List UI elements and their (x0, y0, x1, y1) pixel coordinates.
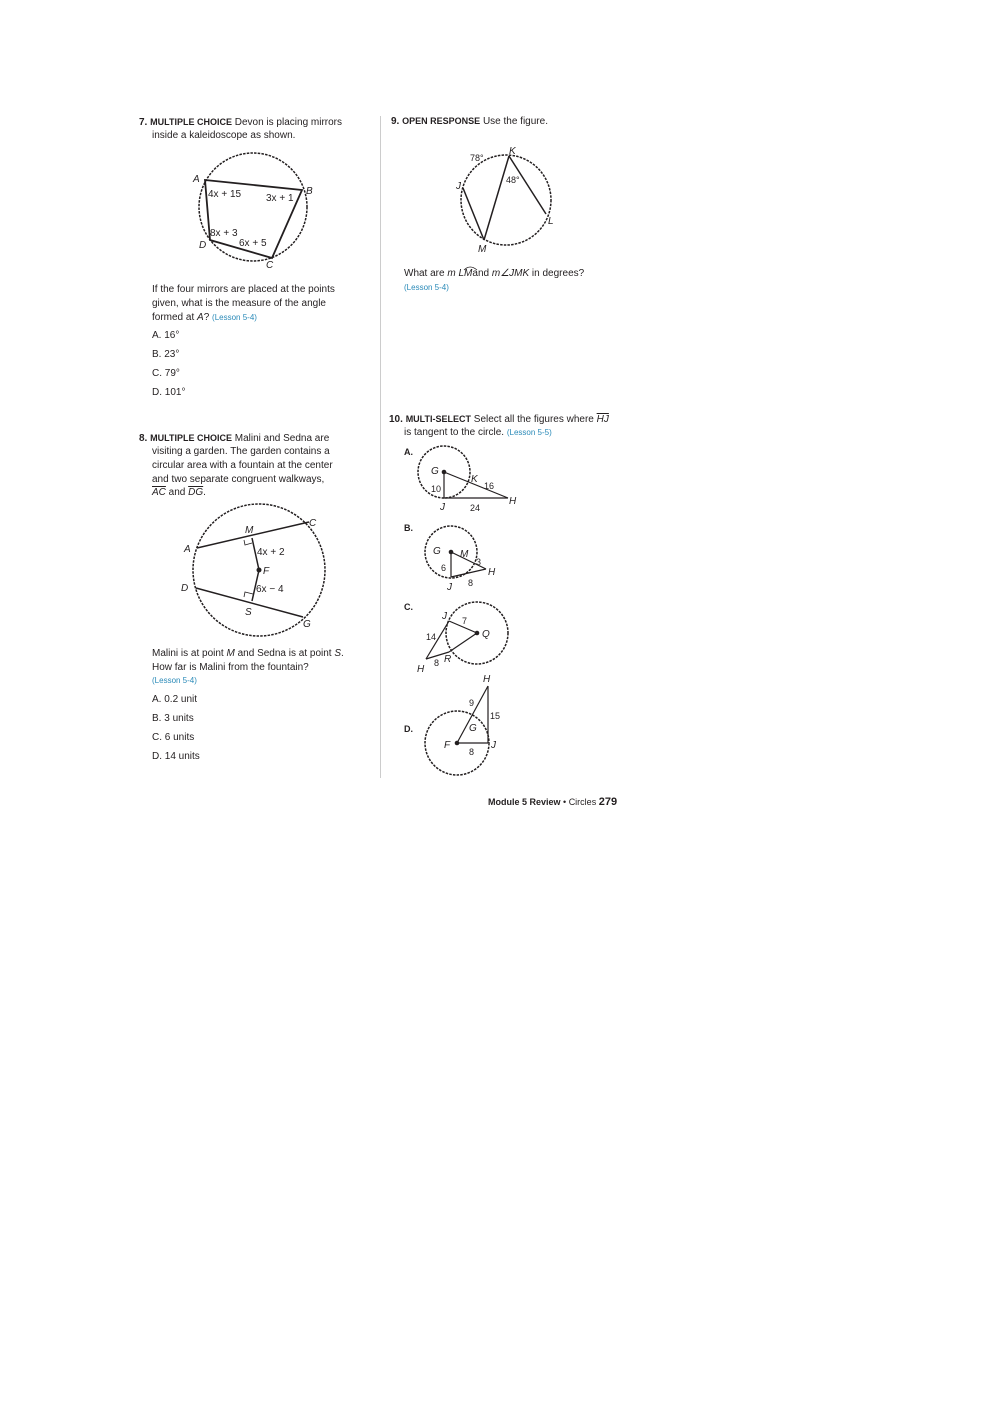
q8-qS: S (334, 648, 342, 659)
q10d-label-fj: 8 (469, 747, 475, 757)
q10-figure-a (418, 446, 517, 513)
q8-label-mf: 4x + 2 (257, 547, 285, 558)
q9-stem-text: Use the figure. (482, 116, 548, 127)
q10a-label-kh: 16 (484, 481, 495, 491)
q10c-label-jq: 7 (462, 616, 468, 626)
q8-label-G: G (303, 619, 311, 630)
q8-stem-line1: Malini and Sedna are (234, 433, 330, 444)
q10a-label-K: K (471, 474, 478, 485)
q8-seg-dg: $\overline{DG}$ (188, 487, 204, 498)
q8-stem-line4: and two separate congruent walkways, (152, 474, 325, 485)
q10d-label-J: J (491, 740, 496, 751)
q10b-label-r: 6 (441, 563, 447, 573)
page-footer (488, 796, 617, 808)
q8-label-fs: 6x − 4 (256, 584, 284, 595)
q10b-label-jh: 8 (468, 578, 474, 588)
q8-label-M: M (245, 525, 254, 536)
q10c-center (475, 631, 480, 636)
q7-label-ad: 8x + 3 (210, 228, 238, 239)
q10c-label-H: H (417, 664, 425, 675)
q7-number: 7. (139, 117, 148, 128)
q9-qarc: LM (458, 268, 473, 279)
q8-q1c: . (341, 648, 344, 659)
q8-question-line2: How far is Malini from the fountain? (152, 662, 309, 673)
q8-stem-line3: circular area with a fountain at the center (152, 460, 333, 471)
q7-label-dc: 6x + 5 (239, 238, 267, 249)
q10d-label-F: F (444, 740, 451, 751)
q8-qM: M (226, 648, 235, 659)
footer-sep: • (560, 797, 569, 807)
q10d-center (455, 741, 460, 746)
q7-label-C: C (266, 260, 274, 271)
q10b-label-G: G (433, 546, 441, 557)
q10-seg-hj: $\overline{HJ}$ (596, 414, 609, 425)
q9-qc: in degrees? (529, 268, 585, 279)
q8-lesson-link[interactable]: (Lesson 5-4) (152, 676, 197, 685)
q8-seg-ac: $\overline{AC}$ (152, 487, 166, 498)
q10-option-a[interactable]: A. (404, 447, 413, 457)
q10c-label-J: J (442, 611, 447, 622)
q10-figure-b (425, 526, 496, 593)
q10b-label-J: J (447, 582, 452, 593)
q7-question-line2: given, what is the measure of the angle (152, 298, 326, 309)
q10b-center (449, 550, 454, 555)
footer-topic: Circles (568, 797, 597, 807)
q7-qvar: A (197, 312, 204, 323)
q7-choice-a[interactable]: A. 16° (152, 330, 180, 341)
q10-option-b[interactable]: B. (404, 523, 413, 533)
q8-label-F: F (263, 566, 270, 577)
q7-choice-c[interactable]: C. 79° (152, 368, 180, 379)
q10d-label-H: H (483, 674, 491, 685)
q7-choice-b[interactable]: B. 23° (152, 349, 180, 360)
q7-label-D: D (199, 240, 207, 251)
q7-label-ab: 4x + 15 (208, 189, 242, 200)
q10b-label-M: M (460, 549, 469, 560)
q10-option-c[interactable]: C. (404, 602, 413, 612)
q8-stem-line2: visiting a garden. The garden contains a (152, 446, 330, 457)
q10-option-d[interactable]: D. (404, 724, 413, 734)
q8-label-D: D (181, 583, 189, 594)
q10-number: 10. (389, 414, 403, 425)
q8-number: 8. (139, 433, 148, 444)
q8-choice-c[interactable]: C. 6 units (152, 732, 195, 743)
q7-label-B: B (306, 186, 313, 197)
q8-and: and (165, 487, 189, 498)
q8-label-S: S (245, 607, 252, 618)
q10d-label-hj: 15 (490, 711, 501, 721)
q9-label-K: K (509, 146, 516, 157)
q7-question-line1: If the four mirrors are placed at the points (152, 284, 335, 295)
q7-q3a: formed at (152, 312, 198, 323)
q7-stem-line2: inside a kaleidoscope as shown. (152, 130, 296, 141)
q10a-label-r: 10 (431, 484, 442, 494)
q10-figure-c (417, 602, 508, 675)
q8-choice-b[interactable]: B. 3 units (152, 713, 194, 724)
q9-label-J: J (456, 181, 461, 192)
q9-label-L: L (548, 216, 554, 227)
q9-label-M: M (478, 244, 487, 255)
q9-label-arc: 78° (470, 153, 484, 163)
q9-qa: What are (404, 268, 448, 279)
q8-q1a: Malini is at point (152, 648, 227, 659)
q9-qm1: m (447, 268, 456, 279)
q10b-label-H: H (488, 567, 496, 578)
q10c-label-Q: Q (482, 629, 490, 640)
q8-period: . (203, 487, 206, 498)
q9-kind: OPEN RESPONSE (402, 116, 481, 126)
q10a-label-J: J (440, 502, 445, 513)
q8-label-C: C (309, 518, 317, 529)
q7-label-A: A (193, 174, 200, 185)
q10-kind: MULTI-SELECT (405, 414, 472, 424)
q7-label-bc: 3x + 1 (266, 193, 294, 204)
q7-kind: MULTIPLE CHOICE (150, 117, 232, 127)
q10c-qr (449, 633, 477, 652)
q10d-label-G: G (469, 723, 477, 734)
q10-figure-d (425, 674, 500, 775)
q10-stem-l2: is tangent to the circle. (404, 427, 505, 438)
q8-choice-d[interactable]: D. 14 units (152, 751, 200, 762)
footer-module: Module 5 Review (488, 797, 561, 807)
q10c-label-hr: 8 (434, 658, 440, 668)
q10a-label-G: G (431, 466, 439, 477)
q10b-jh (451, 569, 486, 577)
q10-lesson-link[interactable]: (Lesson 5-5) (506, 428, 552, 437)
q10-stem-a: Select all the figures where (473, 414, 597, 425)
q10c-label-hj: 14 (426, 632, 437, 642)
q10a-center (442, 470, 447, 475)
page-number: 279 (598, 796, 618, 808)
q8-kind: MULTIPLE CHOICE (150, 433, 232, 443)
q10d-fh (457, 686, 488, 743)
q9-number: 9. (391, 116, 400, 127)
q10a-label-H: H (509, 496, 517, 507)
q8-label-A: A (184, 544, 191, 555)
q10d-label-hg: 9 (469, 698, 475, 708)
q10c-label-R: R (444, 654, 452, 665)
q7-lesson-link[interactable]: (Lesson 5-4) (212, 313, 257, 322)
q7-choice-d[interactable]: D. 101° (152, 387, 186, 398)
q7-q3b: ? (203, 312, 210, 323)
q10b-label-mh: 3 (476, 557, 482, 567)
q8-choice-a[interactable]: A. 0.2 unit (152, 694, 198, 705)
q9-lesson-link[interactable]: (Lesson 5-4) (404, 283, 449, 292)
q9-label-angle: 48° (506, 175, 520, 185)
q8-q1b: and Sedna is at point (234, 648, 335, 659)
q7-stem-line1: Devon is placing mirrors (234, 117, 343, 128)
q9-qm2: m∠JMK (491, 268, 530, 279)
q9-qb: and (472, 268, 492, 279)
q10a-label-jh: 24 (470, 503, 481, 513)
